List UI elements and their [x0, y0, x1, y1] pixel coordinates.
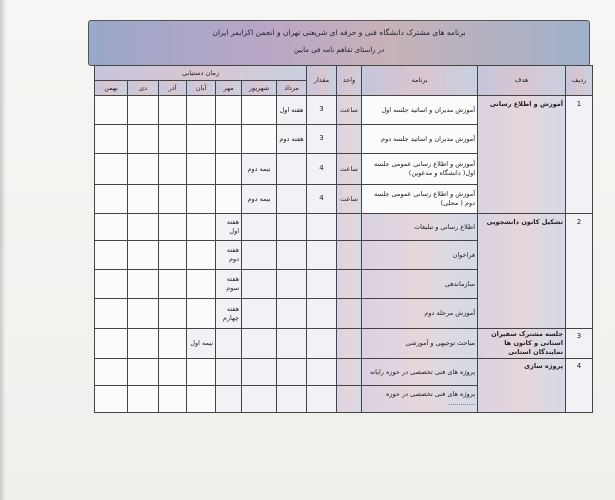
schedule-cell — [277, 154, 307, 185]
schedule-cell — [242, 214, 277, 241]
unit-cell — [337, 329, 362, 359]
page-subtitle: در راستای تفاهم نامه فی مابین — [293, 46, 385, 54]
schedule-cell — [242, 241, 277, 270]
page-title: برنامه های مشترک دانشگاه فنی و حرفه ای شریعتی تهران و انجمن اکزایمر ایران — [212, 28, 466, 37]
schedule-cell — [242, 270, 277, 299]
program-cell: پروژه های فنی تخصصی در حوزه ............. — [362, 386, 478, 413]
schedule-cell — [277, 270, 307, 299]
schedule-cell — [242, 125, 277, 154]
schedule-cell — [159, 154, 187, 185]
unit-cell — [337, 359, 362, 386]
month-mordad: مرداد — [277, 81, 307, 96]
schedule-cell — [128, 185, 159, 214]
schedule-cell — [128, 270, 159, 299]
month-mehr: مهر — [216, 81, 242, 96]
row-goal: آموزش و اطلاع رسانی — [478, 96, 566, 214]
schedule-cell — [128, 329, 159, 359]
amount-cell — [307, 270, 337, 299]
amount-cell — [307, 329, 337, 359]
schedule-cell — [216, 154, 242, 185]
unit-cell — [337, 241, 362, 270]
schedule-cell — [159, 270, 187, 299]
schedule-cell — [242, 386, 277, 413]
schedule-cell — [187, 359, 216, 386]
col-header-program: برنامه — [362, 66, 478, 96]
amount-cell: 4 — [307, 185, 337, 214]
schedule-cell — [128, 214, 159, 241]
col-header-amount: مقدار — [307, 66, 337, 96]
schedule-cell — [95, 214, 128, 241]
amount-cell: 3 — [307, 125, 337, 154]
table-row — [95, 96, 593, 125]
schedule-cell — [159, 185, 187, 214]
program-cell: آموزش مدیران و اساتید جلسه اول — [362, 96, 478, 125]
amount-cell: 3 — [307, 96, 337, 125]
schedule-cell — [242, 329, 277, 359]
schedule-cell — [95, 96, 128, 125]
schedule-cell — [277, 241, 307, 270]
schedule-cell — [187, 241, 216, 270]
unit-cell — [337, 125, 362, 154]
schedule-cell — [159, 125, 187, 154]
amount-cell — [307, 299, 337, 329]
month-bahman: بهمن — [95, 81, 128, 96]
schedule-cell — [216, 359, 242, 386]
month-dey: دی — [128, 81, 159, 96]
schedule-cell — [159, 386, 187, 413]
col-header-unit: واحد — [337, 66, 362, 96]
schedule-cell — [95, 154, 128, 185]
unit-cell: ساعت — [337, 96, 362, 125]
schedule-cell — [128, 299, 159, 329]
program-table — [94, 65, 593, 413]
schedule-cell: هفته چهارم — [216, 299, 242, 329]
header-row-1 — [95, 66, 593, 81]
unit-cell: ساعت — [337, 154, 362, 185]
program-cell: مباحث توجیهی و آموزشی — [362, 329, 478, 359]
schedule-cell — [95, 125, 128, 154]
row-number: 3 — [566, 329, 593, 359]
schedule-cell — [159, 299, 187, 329]
schedule-cell — [277, 299, 307, 329]
amount-cell — [307, 241, 337, 270]
schedule-cell — [277, 214, 307, 241]
schedule-cell — [95, 386, 128, 413]
schedule-cell: هفته سوم — [216, 270, 242, 299]
schedule-cell — [187, 214, 216, 241]
unit-cell — [337, 386, 362, 413]
col-header-row: ردیف — [566, 66, 593, 96]
amount-cell — [307, 359, 337, 386]
schedule-cell: هفته دوم — [277, 125, 307, 154]
col-header-schedule: زمان دستیابی — [95, 66, 307, 81]
schedule-cell — [277, 359, 307, 386]
schedule-cell — [95, 329, 128, 359]
schedule-cell — [159, 359, 187, 386]
row-number: 4 — [566, 359, 593, 413]
row-number: 2 — [566, 214, 593, 329]
schedule-cell — [128, 96, 159, 125]
program-cell: آموزش و اطلاع رسانی عمومی جلسه اول( دانشگاه و مدعوین) — [362, 154, 478, 185]
schedule-cell — [187, 96, 216, 125]
col-header-goal: هدف — [478, 66, 566, 96]
program-cell: فراخوان — [362, 241, 478, 270]
unit-cell — [337, 299, 362, 329]
header-banner — [88, 20, 590, 66]
row-goal: پروژه سازی — [478, 359, 566, 413]
program-cell: سازماندهی — [362, 270, 478, 299]
schedule-cell — [159, 329, 187, 359]
schedule-cell: هفته اول — [216, 214, 242, 241]
month-aban: آبان — [187, 81, 216, 96]
amount-cell — [307, 386, 337, 413]
schedule-cell — [277, 386, 307, 413]
schedule-cell — [216, 125, 242, 154]
amount-cell: 4 — [307, 154, 337, 185]
month-shahrivar: شهریور — [242, 81, 277, 96]
schedule-cell — [128, 359, 159, 386]
schedule-cell — [187, 386, 216, 413]
schedule-cell: هفته دوم — [216, 241, 242, 270]
table-row — [95, 329, 593, 359]
unit-cell — [337, 214, 362, 241]
schedule-cell — [277, 185, 307, 214]
schedule-cell — [242, 299, 277, 329]
schedule-cell — [216, 329, 242, 359]
schedule-cell — [216, 96, 242, 125]
schedule-cell — [95, 185, 128, 214]
row-goal: جلسه مشترک سفیران استانی و کانون ها نمایندگان استانی — [478, 329, 566, 359]
scan-edge — [0, 0, 6, 500]
schedule-cell — [187, 299, 216, 329]
schedule-cell — [159, 241, 187, 270]
schedule-cell: نیمه اول — [187, 329, 216, 359]
unit-cell — [337, 270, 362, 299]
amount-cell — [307, 214, 337, 241]
schedule-cell — [187, 185, 216, 214]
schedule-cell — [95, 241, 128, 270]
schedule-cell — [159, 214, 187, 241]
schedule-cell — [242, 359, 277, 386]
table-row — [95, 359, 593, 386]
program-cell: پروژه های فنی تخصصی در حوزه رایانه — [362, 359, 478, 386]
schedule-cell: هفته اول — [277, 96, 307, 125]
schedule-cell — [128, 154, 159, 185]
program-cell: آموزش و اطلاع رسانی عمومی جلسه دوم ( محلی) — [362, 185, 478, 214]
program-cell: آموزش مدیران و اساتید جلسه دوم — [362, 125, 478, 154]
program-cell: اطلاع رسانی و تبلیغات — [362, 214, 478, 241]
schedule-cell — [159, 96, 187, 125]
schedule-cell — [216, 185, 242, 214]
unit-cell: ساعت — [337, 185, 362, 214]
schedule-cell — [242, 96, 277, 125]
schedule-cell — [128, 125, 159, 154]
schedule-cell — [128, 241, 159, 270]
row-goal: تشکیل کانون دانشجویی — [478, 214, 566, 329]
schedule-cell — [277, 329, 307, 359]
program-cell: آموزش مرحله دوم — [362, 299, 478, 329]
schedule-cell — [187, 125, 216, 154]
schedule-cell — [187, 154, 216, 185]
schedule-cell — [187, 270, 216, 299]
schedule-cell — [128, 386, 159, 413]
month-azar: آذر — [159, 81, 187, 96]
schedule-cell: نیمه دوم — [242, 154, 277, 185]
schedule-cell — [95, 299, 128, 329]
schedule-cell: نیمه دوم — [242, 185, 277, 214]
schedule-cell — [95, 270, 128, 299]
table-row — [95, 214, 593, 241]
schedule-cell — [216, 386, 242, 413]
schedule-cell — [95, 359, 128, 386]
row-number: 1 — [566, 96, 593, 214]
